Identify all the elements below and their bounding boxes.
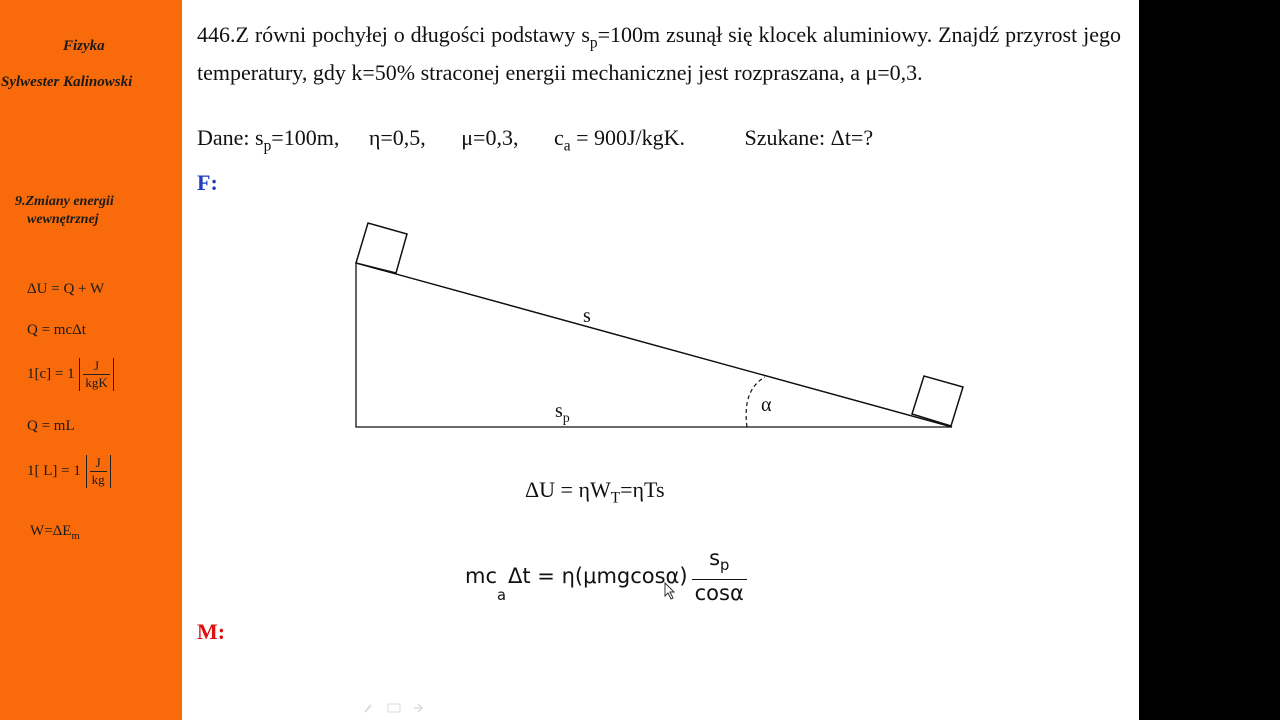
given-sp-value: =100m, [271,125,340,150]
course-title: Fizyka [63,38,105,54]
eq2-sub: a [497,587,507,605]
given-eta: η=0,5, [368,125,426,150]
section-label-f: F: [197,170,218,195]
formula-work [30,523,80,542]
unit-denominator: kg [91,472,105,487]
heat-equation [465,545,747,606]
given-c-value: = 900J/kgK. [570,125,686,150]
incline-slope [356,263,952,427]
formula-work-main: W=ΔE [30,523,72,539]
problem-subscript: p [589,34,598,52]
given-label: Dane: s [197,125,264,150]
base-length-label [555,400,570,427]
formula-heat: Q = mcΔt [27,322,86,338]
eq2-numerator [692,545,747,580]
slides-icon[interactable] [388,704,400,712]
base-label-sub: p [562,411,570,426]
given-mu: μ=0,3, [461,125,519,150]
eq2-left: mc [465,563,498,588]
formula-specific-heat-unit [27,358,115,391]
sidebar [0,0,182,720]
formula-energy-change: ΔU = Q + W [27,281,105,297]
unit-numerator: J [90,455,107,472]
given-c-label: c [553,125,564,150]
problem-text-2: =100m zsunął się klocek aluminiowy. Znajdź przyrost jego temperatury, gdy k=50% straconej energii mechanicznej jest rozpraszana, a μ=0,3. [197,22,1121,86]
eq2-num-sub: p [720,557,730,575]
base-label-main: s [555,400,563,422]
pen-icon[interactable] [365,705,371,712]
author-name: Sylwester Kalinowski [1,74,133,90]
incline-diagram [182,0,1139,720]
chapter-title-line2: wewnętrznej [27,212,99,227]
presentation-toolbar[interactable] [362,700,442,716]
next-icon[interactable] [414,704,422,712]
sought-value: Szukane: Δt=? [744,125,874,150]
chapter-title: 9.Zmiany energii [15,194,114,209]
slope-length-label: s [583,305,591,327]
formula-latent-heat-unit [27,455,112,488]
eq2-middle: Δt = η(μmgcosα) [508,563,688,588]
right-letterbox [1139,0,1280,720]
mouse-cursor-icon [664,582,676,600]
formula-unit-left: 1[ L] = 1 [27,462,81,479]
given-sp-sub: p [263,137,272,155]
formula-work-sub: m [71,531,80,542]
eq1-right: =ηTs [620,477,665,502]
unit-fraction [86,455,111,488]
unit-fraction [79,358,113,391]
unit-numerator: J [83,358,109,375]
energy-equation [525,477,665,507]
slide [182,0,1139,720]
given-c-sub: a [563,137,571,155]
formula-unit-left: 1[c] = 1 [27,365,75,382]
eq2-num-main: s [709,546,721,570]
unit-denominator: kgK [85,375,108,390]
angle-label: α [761,394,772,416]
formula-latent-heat: Q = mL [27,418,75,434]
eq1-sub: T [610,489,621,507]
eq1-left: ΔU = ηW [525,477,611,502]
eq2-denominator: cosα [694,581,744,606]
problem-text-1: 446.Z równi pochyłej o długości podstawy s [197,22,590,47]
section-label-m: M: [197,619,226,644]
block-top [356,223,407,273]
eq2-fraction [692,545,747,606]
